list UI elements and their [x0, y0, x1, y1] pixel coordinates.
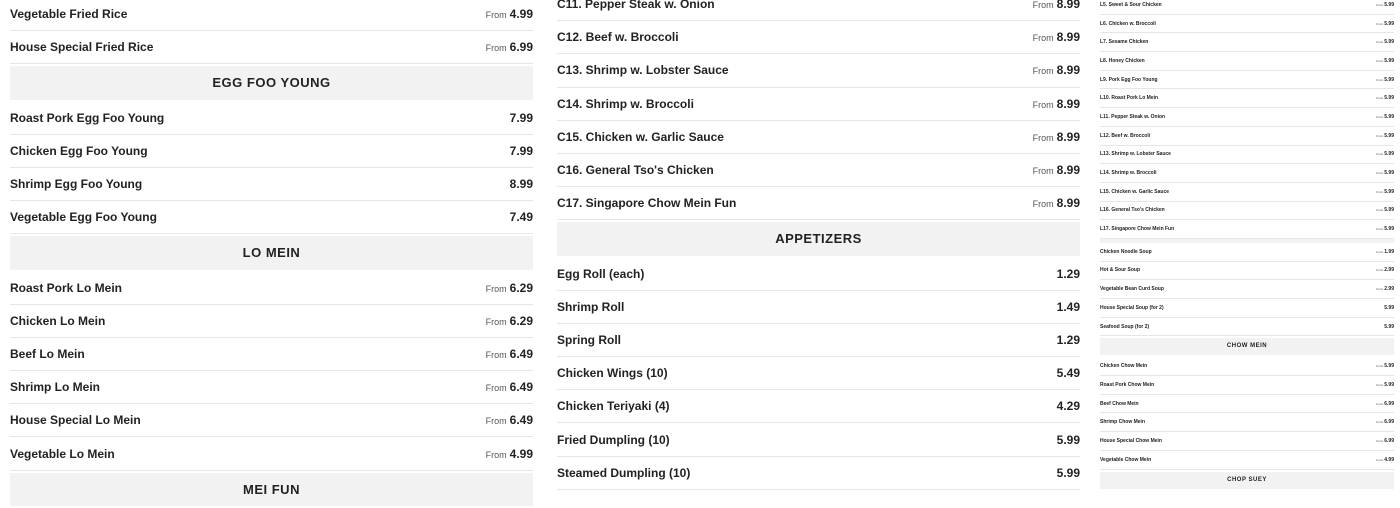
menu-item-shrimp-roll[interactable] — [557, 291, 1080, 324]
from-label: From — [485, 383, 507, 394]
menu-item-name: Shrimp Egg Foo Young — [10, 177, 143, 192]
from-label: From — [485, 416, 507, 427]
from-label: From — [1376, 438, 1384, 443]
price-value: 8.99 — [1056, 30, 1080, 45]
menu-item-name: L16. General Tso's Chicken — [1100, 207, 1165, 214]
from-label: From — [1376, 382, 1384, 387]
menu-item-name: Vegetable Fried Rice — [10, 7, 128, 22]
menu-item-name: Vegetable Bean Curd Soup — [1100, 286, 1164, 293]
menu-item-name: L15. Chicken w. Garlic Sauce — [1100, 188, 1170, 195]
menu-item-price — [510, 210, 533, 224]
menu-item-price — [1384, 324, 1394, 330]
price-value: 5.99 — [1056, 465, 1080, 480]
menu-item-name: C14. Shrimp w. Broccoli — [557, 96, 694, 111]
price-value: 6.99 — [1384, 437, 1394, 444]
menu-item-name: House Special Lo Mein — [10, 413, 141, 428]
menu-item-price — [1376, 267, 1394, 273]
menu-item-house-special-lo-mein[interactable] — [10, 404, 533, 437]
price-value: 8.99 — [1056, 63, 1080, 78]
menu-item-name: L14. Shrimp w. Broccoli — [1100, 170, 1157, 177]
menu-item-name: Vegetable Chow Mein — [1100, 456, 1152, 463]
menu-item-price — [1057, 267, 1080, 281]
menu-item-price — [510, 144, 533, 158]
price-value: 1.29 — [1056, 332, 1080, 347]
price-value: 8.99 — [509, 177, 533, 192]
menu-item-price — [1376, 419, 1394, 425]
section-header-chow-mein: CHOW MEIN — [1100, 338, 1394, 355]
menu-item-house-special-chow-mein[interactable] — [1100, 432, 1394, 451]
menu-item-name: Steamed Dumpling (10) — [557, 465, 691, 480]
price-value: 2.99 — [1384, 286, 1394, 293]
menu-item-name: Hot & Sour Soup — [1100, 267, 1140, 274]
price-value: 5.99 — [1384, 132, 1394, 139]
menu-item-roast-pork-lo-mein[interactable] — [10, 272, 533, 305]
menu-item-seafood-soup-for-2[interactable] — [1100, 318, 1394, 337]
menu-item-price — [486, 314, 533, 328]
menu-item-shrimp-lo-mein[interactable] — [10, 371, 533, 404]
menu-item-name: Fried Dumpling (10) — [557, 432, 670, 447]
menu-item-beef-lo-mein[interactable] — [10, 338, 533, 371]
menu-item-name: Beef Lo Mein — [10, 346, 85, 361]
menu-item-price — [486, 7, 533, 21]
menu-item-l7-sesame-chicken[interactable] — [1100, 33, 1394, 52]
from-label: From — [1032, 166, 1054, 177]
menu-item-house-special-fried-rice[interactable] — [10, 31, 533, 64]
menu-item-hot-sour-soup[interactable] — [1100, 262, 1394, 281]
price-value: 5.99 — [1056, 432, 1080, 447]
from-label: From — [1032, 66, 1054, 77]
menu-item-l17-singapore-chow-mein-fun[interactable] — [1100, 220, 1394, 239]
from-label: From — [1376, 227, 1384, 232]
menu-item-name: Chicken Wings (10) — [557, 366, 668, 381]
menu-item-vegetable-lo-mein[interactable] — [10, 437, 533, 470]
menu-item-fried-dumpling-10[interactable] — [557, 423, 1080, 456]
menu-item-l6-chicken-w-broccoli[interactable] — [1100, 15, 1394, 34]
menu-item-name: Chicken Noodle Soup — [1100, 248, 1152, 255]
price-value: 6.29 — [509, 313, 533, 328]
from-label: From — [1376, 208, 1384, 213]
menu-item-name: Beef Chow Mein — [1100, 400, 1139, 407]
menu-item-price — [1376, 286, 1394, 292]
menu-item-price — [1376, 77, 1394, 83]
price-value: 1.49 — [1056, 299, 1080, 314]
price-value: 8.99 — [1056, 196, 1080, 211]
section-header-appetizers: APPETIZERS — [557, 222, 1080, 255]
menu-item-price — [1384, 305, 1394, 311]
menu-item-egg-roll-each[interactable] — [557, 258, 1080, 291]
price-value: 1.99 — [1384, 248, 1394, 255]
menu-item-name: House Special Chow Mein — [1100, 437, 1162, 444]
menu-item-shrimp-chow-mein[interactable] — [1100, 413, 1394, 432]
menu-item-vegetable-bean-curd-soup[interactable] — [1100, 280, 1394, 299]
from-label: From — [1376, 364, 1384, 369]
menu-column-middle — [557, 0, 1080, 490]
menu-item-name: L9. Pork Egg Foo Young — [1100, 76, 1158, 83]
from-label: From — [485, 449, 507, 460]
price-value: 5.99 — [1384, 226, 1394, 233]
menu-item-l16-general-tso-s-chicken[interactable] — [1100, 202, 1394, 221]
menu-item-steamed-dumpling-10[interactable] — [557, 457, 1080, 490]
price-value: 6.49 — [509, 413, 533, 428]
menu-item-price — [1033, 163, 1080, 177]
menu-item-price — [1057, 466, 1080, 480]
section-header-lo-mein: LO MEIN — [10, 236, 533, 269]
menu-item-price — [1376, 2, 1394, 8]
price-value: 5.99 — [1384, 1, 1394, 8]
menu-item-price — [486, 413, 533, 427]
menu-item-price — [1376, 114, 1394, 120]
price-value: 1.29 — [1056, 266, 1080, 281]
menu-item-vegetable-fried-rice[interactable] — [10, 0, 533, 31]
price-value: 5.99 — [1384, 95, 1394, 102]
section-header-egg-foo-young: EGG FOO YOUNG — [10, 66, 533, 99]
from-label: From — [1032, 0, 1054, 11]
menu-item-name: Chicken Chow Mein — [1100, 363, 1148, 370]
menu-item-price — [1033, 0, 1080, 11]
price-value: 5.99 — [1384, 323, 1394, 330]
menu-item-name: C12. Beef w. Broccoli — [557, 30, 679, 45]
menu-item-l11-pepper-steak-w-onion[interactable] — [1100, 108, 1394, 127]
menu-item-name: C13. Shrimp w. Lobster Sauce — [557, 63, 729, 78]
price-value: 2.99 — [1384, 267, 1394, 274]
price-value: 8.99 — [1056, 96, 1080, 111]
price-value: 4.99 — [509, 446, 533, 461]
menu-item-l13-shrimp-w-lobster-sauce[interactable] — [1100, 146, 1394, 165]
menu-item-price — [1033, 63, 1080, 77]
from-label: From — [1032, 99, 1054, 110]
price-value: 6.49 — [509, 380, 533, 395]
menu-item-price — [1376, 21, 1394, 27]
from-label: From — [485, 349, 507, 360]
menu-item-name: House Special Soup (for 2) — [1100, 304, 1164, 311]
menu-item-c15-chicken-w-garlic-sauce[interactable] — [557, 121, 1080, 154]
price-value: 5.99 — [1384, 57, 1394, 64]
menu-item-price — [1376, 39, 1394, 45]
menu-item-chicken-lo-mein[interactable] — [10, 305, 533, 338]
menu-item-price — [1033, 196, 1080, 210]
menu-column-right — [1100, 0, 1394, 491]
menu-item-name: C11. Pepper Steak w. Onion — [557, 0, 715, 12]
menu-item-name: C17. Singapore Chow Mein Fun — [557, 196, 737, 211]
menu-item-name: L13. Shrimp w. Lobster Sauce — [1100, 151, 1171, 158]
menu-item-l15-chicken-w-garlic-sauce[interactable] — [1100, 183, 1394, 202]
section-header-mei-fun: MEI FUN — [10, 473, 533, 506]
from-label: From — [1376, 457, 1384, 462]
menu-item-price — [1057, 399, 1080, 413]
menu-item-c14-shrimp-w-broccoli[interactable] — [557, 88, 1080, 121]
price-value: 5.99 — [1384, 20, 1394, 27]
menu-item-house-special-soup-for-2[interactable] — [1100, 299, 1394, 318]
menu-item-price — [486, 447, 533, 461]
from-label: From — [485, 283, 507, 294]
menu-item-price — [1376, 249, 1394, 255]
menu-item-roast-pork-egg-foo-young[interactable] — [10, 102, 533, 135]
price-value: 6.99 — [509, 40, 533, 55]
price-value: 5.99 — [1384, 304, 1394, 311]
price-value: 8.99 — [1056, 163, 1080, 178]
menu-item-name: Shrimp Roll — [557, 299, 625, 314]
menu-item-price — [510, 177, 533, 191]
menu-item-price — [1376, 170, 1394, 176]
from-label: From — [1376, 249, 1384, 254]
menu-item-c17-singapore-chow-mein-fun[interactable] — [557, 187, 1080, 220]
menu-item-chicken-chow-mein[interactable] — [1100, 357, 1394, 376]
menu-item-price — [486, 40, 533, 54]
menu-item-price — [510, 111, 533, 125]
menu-item-price — [1376, 382, 1394, 388]
menu-item-price — [486, 380, 533, 394]
menu-item-name: L8. Honey Chicken — [1100, 57, 1145, 64]
price-value: 8.99 — [1056, 0, 1080, 12]
menu-item-c13-shrimp-w-lobster-sauce[interactable] — [557, 54, 1080, 87]
price-value: 5.99 — [1384, 151, 1394, 158]
menu-item-name: House Special Fried Rice — [10, 40, 154, 55]
menu-item-name: Roast Pork Lo Mein — [10, 280, 123, 295]
menu-item-price — [1376, 95, 1394, 101]
from-label: From — [1376, 268, 1384, 273]
from-label: From — [1376, 401, 1384, 406]
menu-item-name: Spring Roll — [557, 332, 621, 347]
menu-item-price — [1376, 438, 1394, 444]
from-label: From — [1376, 40, 1384, 45]
menu-item-price — [1376, 133, 1394, 139]
from-label: From — [1376, 58, 1384, 63]
price-value: 4.99 — [1384, 456, 1394, 463]
menu-item-c11-pepper-steak-w-onion[interactable] — [557, 0, 1080, 21]
from-label: From — [1032, 132, 1054, 143]
price-value: 7.99 — [509, 143, 533, 158]
price-value: 7.99 — [509, 110, 533, 125]
price-value: 4.99 — [509, 7, 533, 22]
menu-item-vegetable-egg-foo-young[interactable] — [10, 201, 533, 234]
from-label: From — [1376, 21, 1384, 26]
menu-item-price — [1057, 366, 1080, 380]
from-label: From — [1376, 77, 1384, 82]
price-value: 8.99 — [1056, 129, 1080, 144]
menu-item-name: C15. Chicken w. Garlic Sauce — [557, 129, 724, 144]
from-label: From — [1376, 189, 1384, 194]
price-value: 5.99 — [1384, 207, 1394, 214]
menu-item-price — [1057, 433, 1080, 447]
menu-item-name: Chicken Teriyaki (4) — [557, 399, 670, 414]
price-value: 4.29 — [1056, 399, 1080, 414]
menu-item-chicken-wings-10[interactable] — [557, 357, 1080, 390]
price-value: 5.99 — [1384, 76, 1394, 83]
menu-item-price — [1376, 457, 1394, 463]
price-value: 6.29 — [509, 280, 533, 295]
price-value: 5.99 — [1384, 170, 1394, 177]
price-value: 5.99 — [1384, 381, 1394, 388]
from-label: From — [1376, 2, 1384, 7]
menu-item-name: Chicken Lo Mein — [10, 313, 106, 328]
menu-item-l8-honey-chicken[interactable] — [1100, 52, 1394, 71]
menu-item-price — [1376, 189, 1394, 195]
from-label: From — [1376, 152, 1384, 157]
menu-item-name: L17. Singapore Chow Mein Fun — [1100, 226, 1175, 233]
menu-item-price — [1376, 401, 1394, 407]
menu-item-l5-sweet-sour-chicken[interactable] — [1100, 0, 1394, 15]
menu-item-price — [1033, 130, 1080, 144]
menu-item-name: Shrimp Chow Mein — [1100, 419, 1145, 426]
menu-item-name: L7. Sesame Chicken — [1100, 39, 1149, 46]
menu-item-spring-roll[interactable] — [557, 324, 1080, 357]
from-label: From — [1376, 96, 1384, 101]
price-value: 6.49 — [509, 346, 533, 361]
menu-item-name: L11. Pepper Steak w. Onion — [1100, 113, 1166, 120]
menu-item-price — [486, 281, 533, 295]
from-label: From — [1032, 33, 1054, 44]
menu-item-l12-beef-w-broccoli[interactable] — [1100, 127, 1394, 146]
from-label: From — [485, 10, 507, 21]
from-label: From — [485, 316, 507, 327]
menu-item-name: L5. Sweet & Sour Chicken — [1100, 1, 1162, 8]
price-value: 5.99 — [1384, 113, 1394, 120]
from-label: From — [1376, 420, 1384, 425]
menu-item-name: Roast Pork Egg Foo Young — [10, 110, 165, 125]
menu-item-chicken-noodle-soup[interactable] — [1100, 243, 1394, 262]
menu-item-price — [1057, 333, 1080, 347]
price-value: 7.49 — [509, 210, 533, 225]
price-value: 5.99 — [1384, 188, 1394, 195]
price-value: 5.99 — [1384, 39, 1394, 46]
menu-item-name: L12. Beef w. Broccoli — [1100, 132, 1151, 139]
menu-item-l14-shrimp-w-broccoli[interactable] — [1100, 164, 1394, 183]
price-value: 5.49 — [1056, 366, 1080, 381]
menu-item-chicken-egg-foo-young[interactable] — [10, 135, 533, 168]
price-value: 5.99 — [1384, 363, 1394, 370]
menu-item-beef-chow-mein[interactable] — [1100, 395, 1394, 414]
menu-item-price — [1376, 363, 1394, 369]
menu-item-name: Chicken Egg Foo Young — [10, 143, 148, 158]
menu-item-roast-pork-chow-mein[interactable] — [1100, 376, 1394, 395]
menu-item-price — [1376, 151, 1394, 157]
menu-item-shrimp-egg-foo-young[interactable] — [10, 168, 533, 201]
menu-item-c16-general-tso-s-chicken[interactable] — [557, 154, 1080, 187]
menu-item-name: Vegetable Egg Foo Young — [10, 210, 157, 225]
from-label: From — [1032, 199, 1054, 210]
menu-item-price — [1376, 207, 1394, 213]
price-value: 6.99 — [1384, 419, 1394, 426]
menu-item-price — [486, 347, 533, 361]
menu-item-price — [1033, 30, 1080, 44]
from-label: From — [1376, 287, 1384, 292]
menu-item-price — [1376, 226, 1394, 232]
menu-item-name: Vegetable Lo Mein — [10, 446, 115, 461]
menu-item-price — [1033, 97, 1080, 111]
price-value: 6.99 — [1384, 400, 1394, 407]
menu-column-left — [10, 0, 533, 508]
section-header-chop-suey: CHOP SUEY — [1100, 472, 1394, 489]
menu-item-name: Seafood Soup (for 2) — [1100, 323, 1150, 330]
from-label: From — [1376, 114, 1384, 119]
from-label: From — [1376, 133, 1384, 138]
menu-item-price — [1057, 300, 1080, 314]
menu-item-price — [1376, 58, 1394, 64]
menu-item-l9-pork-egg-foo-young[interactable] — [1100, 71, 1394, 90]
menu-item-name: C16. General Tso's Chicken — [557, 163, 714, 178]
from-label: From — [485, 43, 507, 54]
from-label: From — [1376, 171, 1384, 176]
menu-item-l10-roast-pork-lo-mein[interactable] — [1100, 89, 1394, 108]
menu-item-name: Shrimp Lo Mein — [10, 380, 100, 395]
menu-item-chicken-teriyaki-4[interactable] — [557, 390, 1080, 423]
menu-item-c12-beef-w-broccoli[interactable] — [557, 21, 1080, 54]
menu-item-name: Roast Pork Chow Mein — [1100, 381, 1155, 388]
menu-item-name: Egg Roll (each) — [557, 266, 645, 281]
menu-item-name: L6. Chicken w. Broccoli — [1100, 20, 1156, 27]
menu-item-vegetable-chow-mein[interactable] — [1100, 451, 1394, 470]
menu-item-name: L10. Roast Pork Lo Mein — [1100, 95, 1159, 102]
